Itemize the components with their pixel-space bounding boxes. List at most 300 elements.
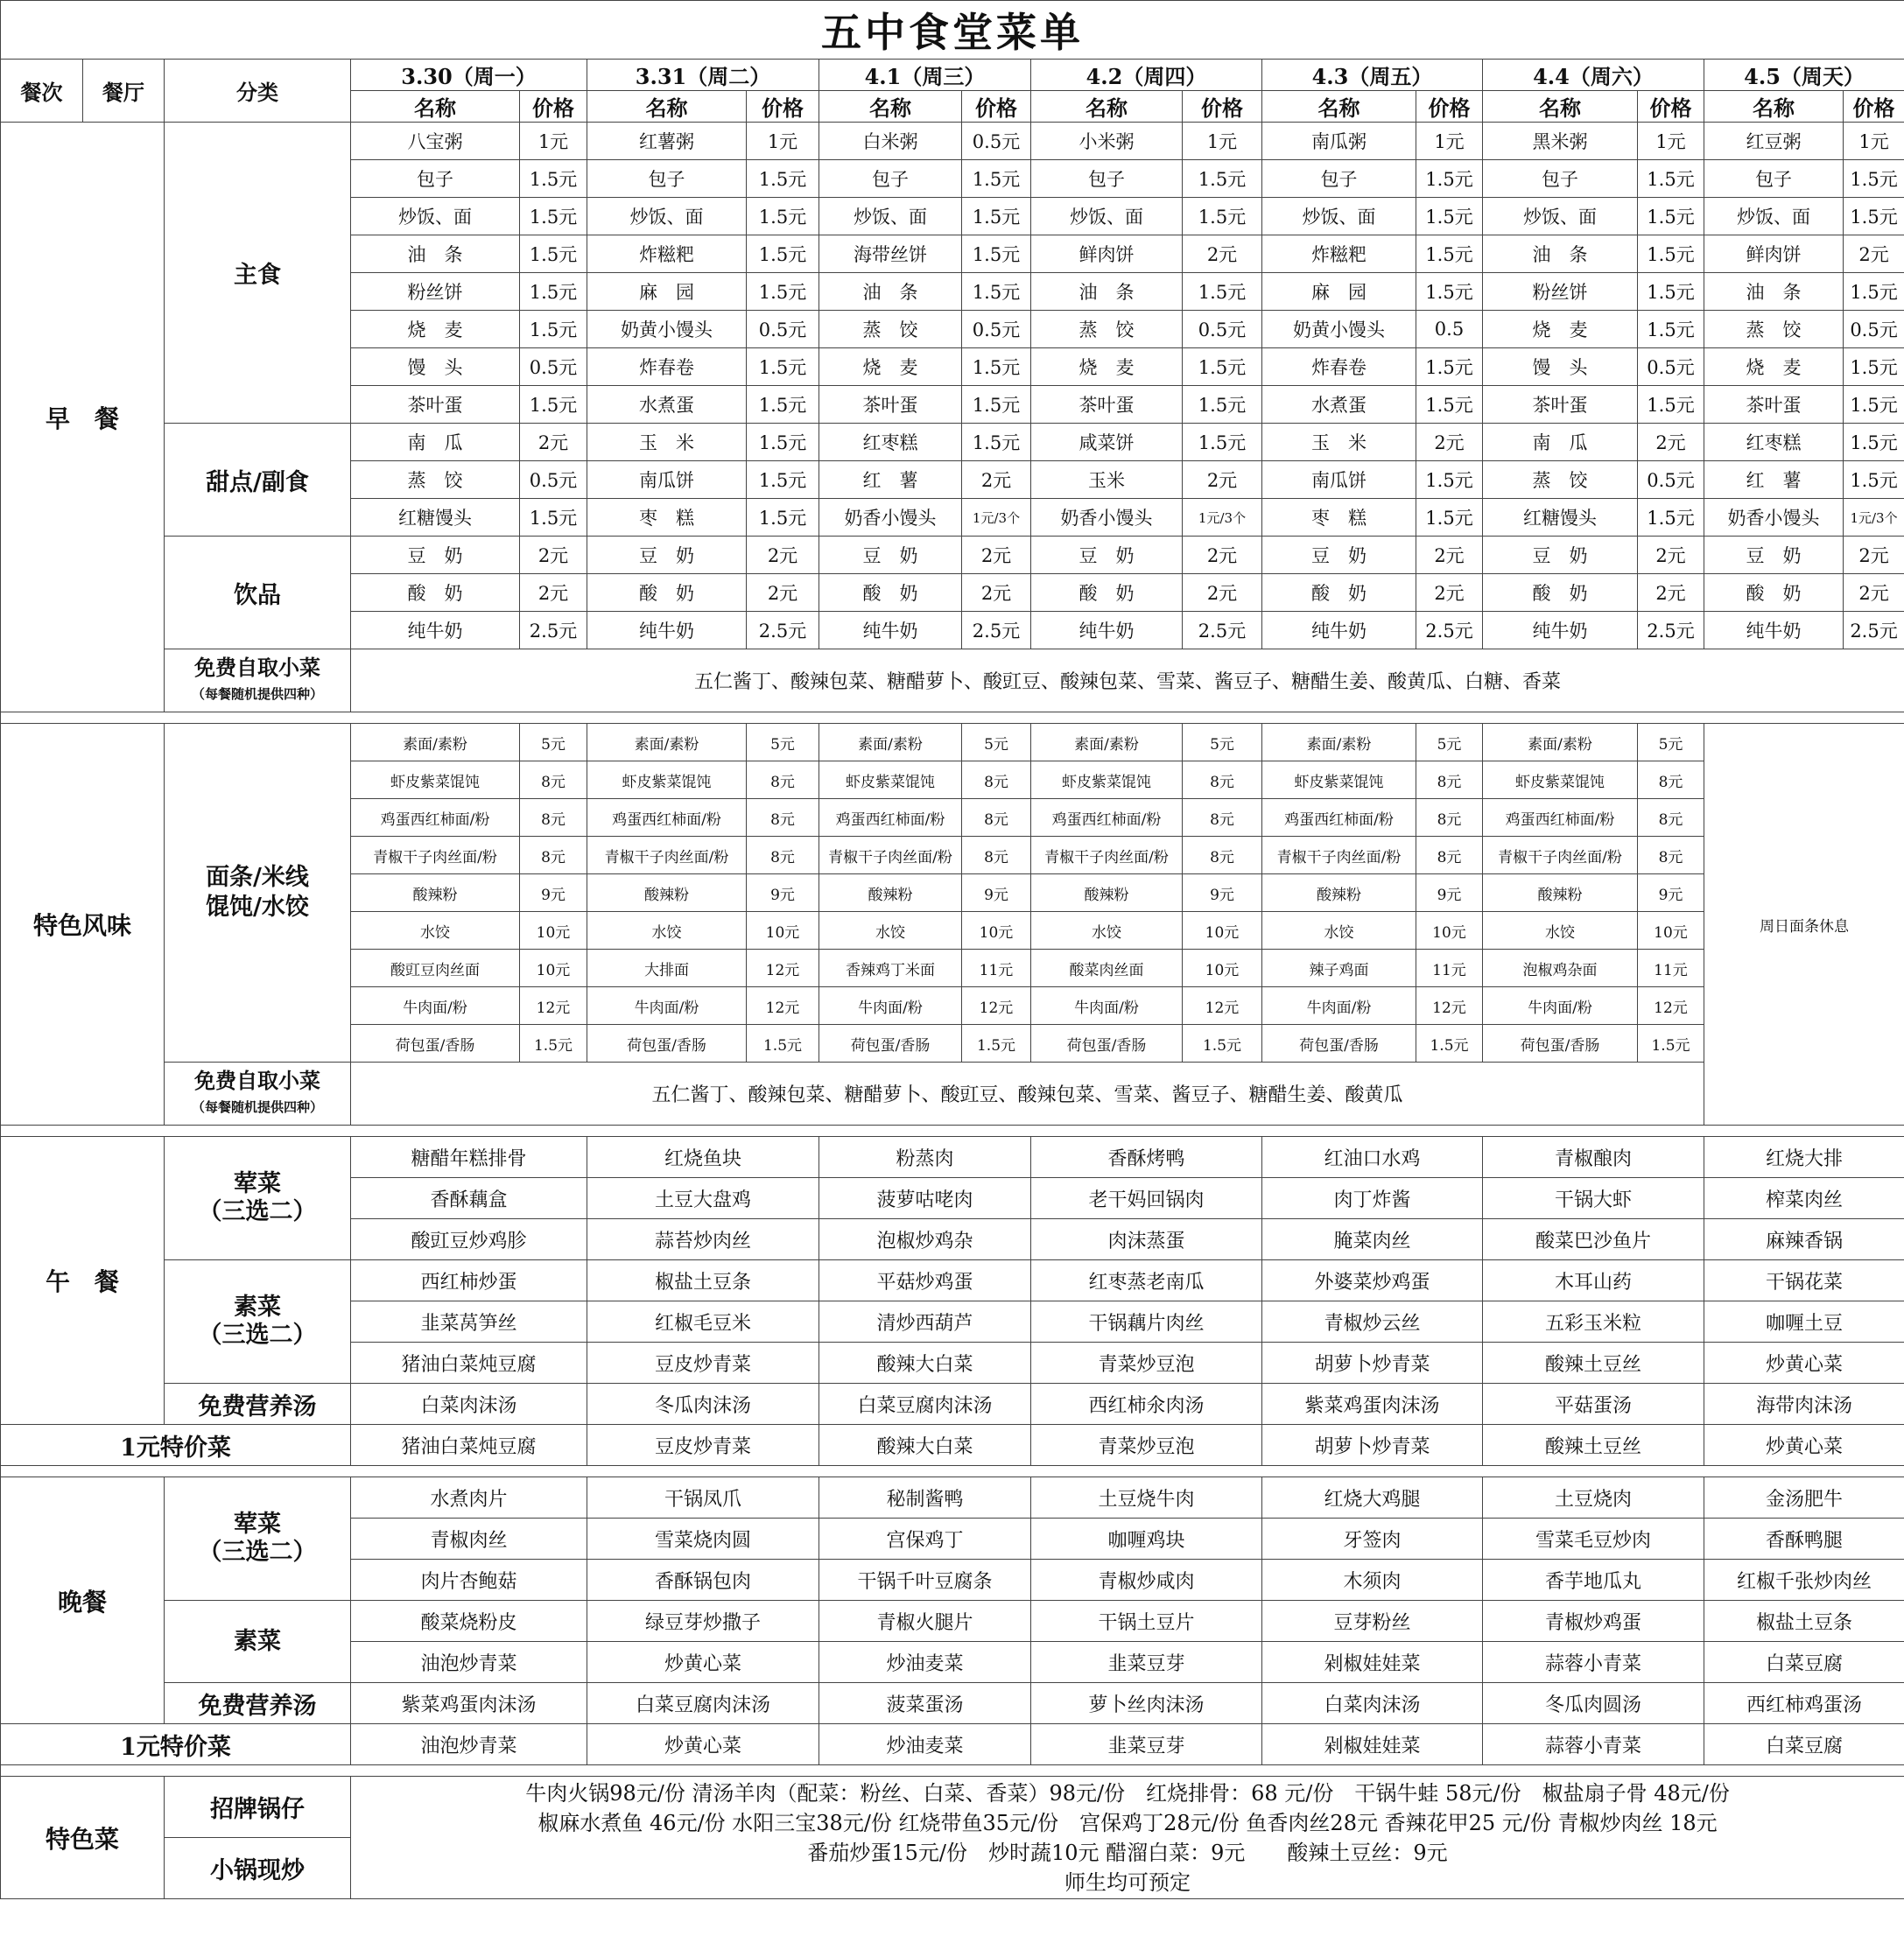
dish-price: 1.5元: [1416, 1025, 1483, 1063]
dish-price: 8元: [520, 837, 587, 874]
free-sides-items: 五仁酱丁、酸辣包菜、糖醋萝卜、酸豇豆、酸辣包菜、雪菜、酱豆子、糖醋生姜、酸黄瓜: [351, 1063, 1704, 1126]
dish-name: 水饺: [587, 912, 747, 950]
dish-name: 红糖馒头: [351, 499, 520, 537]
dish-name: 酸菜肉丝面: [1031, 950, 1183, 987]
dish-name: 水煮蛋: [587, 386, 747, 424]
dish-name: 烧 麦: [1704, 348, 1844, 386]
header-name: 名称: [1031, 91, 1183, 123]
dish-price: 0.5元: [1183, 311, 1262, 348]
dish-name: 青椒干子肉丝面/粉: [1262, 837, 1416, 874]
dish-price: 10元: [1416, 912, 1483, 950]
dish-price: 5元: [747, 724, 819, 761]
dish-name: 红薯粥: [587, 123, 747, 160]
deal-dish: 白菜豆腐: [1704, 1724, 1904, 1765]
dish-name: 豆 奶: [819, 537, 962, 574]
dish-price: 1.5元: [520, 160, 587, 198]
soup-name: 白菜豆腐肉沫汤: [819, 1384, 1031, 1425]
dish-price: 11元: [1416, 950, 1483, 987]
dish-price: 2元: [1638, 537, 1704, 574]
choose-note: （三选二）: [198, 1539, 317, 1566]
dish-name: 红枣糕: [819, 424, 962, 461]
dish-name: 炒饭、面: [1262, 198, 1416, 235]
dish-name: 素面/素粉: [587, 724, 747, 761]
dish-price: 1.5元: [520, 198, 587, 235]
dish-name: 茶叶蛋: [819, 386, 962, 424]
dish-price: 2元: [1416, 424, 1483, 461]
free-note: （每餐随机提供四种）: [191, 1098, 323, 1115]
category-deal: 1元特价菜: [1, 1425, 351, 1466]
dish-name: 青椒干子肉丝面/粉: [1031, 837, 1183, 874]
dish-name: 烧 麦: [819, 348, 962, 386]
dish-price: 1.5元: [1844, 424, 1904, 461]
dish-price: 8元: [1416, 761, 1483, 799]
featured-line: 番茄炒蛋15元/份 炒时蔬10元 醋溜白菜：9元 酸辣土豆丝：9元: [807, 1840, 1448, 1865]
dish-price: 2元: [520, 537, 587, 574]
dish-name: 木须肉: [1262, 1560, 1483, 1601]
dish-name: 南瓜饼: [1262, 461, 1416, 499]
dish-name: 素面/素粉: [351, 724, 520, 761]
dish-name: 炒黄心菜: [1704, 1343, 1904, 1384]
dish-price: 1.5元: [1183, 386, 1262, 424]
dish-price: 2.5元: [520, 612, 587, 649]
dish-price: 1.5元: [1416, 386, 1483, 424]
dish-price: 1元: [1638, 123, 1704, 160]
header-hall: 餐厅: [83, 60, 165, 123]
dish-name: 南 瓜: [1483, 424, 1638, 461]
dish-name: 茶叶蛋: [1483, 386, 1638, 424]
dish-name: 包子: [1262, 160, 1416, 198]
dish-price: 12元: [1638, 987, 1704, 1025]
dish-name: 大排面: [587, 950, 747, 987]
dish-name: 辣子鸡面: [1262, 950, 1416, 987]
dish-price: 1.5元: [747, 160, 819, 198]
dish-name: 红烧大排: [1704, 1137, 1904, 1178]
header-name: 名称: [1483, 91, 1638, 123]
dish-name: 土豆大盘鸡: [587, 1178, 819, 1219]
meal-breakfast: 早 餐: [1, 123, 165, 712]
deal-dish: 酸辣土豆丝: [1483, 1425, 1704, 1466]
dish-name: 豆 奶: [351, 537, 520, 574]
dish-name: 南 瓜: [351, 424, 520, 461]
deal-dish: 青菜炒豆泡: [1031, 1425, 1262, 1466]
dish-price: 8元: [1638, 761, 1704, 799]
dish-name: 香酥藕盒: [351, 1178, 587, 1219]
deal-dish: 胡萝卜炒青菜: [1262, 1425, 1483, 1466]
dish-name: 酸菜巴沙鱼片: [1483, 1219, 1704, 1260]
header-name: 名称: [819, 91, 962, 123]
dish-price: 2元: [747, 574, 819, 612]
dish-name: 红 薯: [1704, 461, 1844, 499]
dish-price: 12元: [1183, 987, 1262, 1025]
dish-name: 酸 奶: [1483, 574, 1638, 612]
header-price: 价格: [1638, 91, 1704, 123]
dish-price: 1.5元: [1638, 198, 1704, 235]
dish-price: 10元: [747, 912, 819, 950]
dish-name: 酸 奶: [1031, 574, 1183, 612]
dish-price: 1元/3个: [1183, 499, 1262, 537]
dish-name: 牛肉面/粉: [1483, 987, 1638, 1025]
dish-name: 玉 米: [1262, 424, 1416, 461]
soup-name: 白菜豆腐肉沫汤: [587, 1683, 819, 1724]
dish-name: 牛肉面/粉: [351, 987, 520, 1025]
dish-price: 1.5元: [1416, 273, 1483, 311]
free-sides-label: [165, 649, 351, 712]
dish-name: 白米粥: [819, 123, 962, 160]
dish-name: 素面/素粉: [819, 724, 962, 761]
dish-name: 炒油麦菜: [819, 1642, 1031, 1683]
dish-price: 1.5元: [962, 348, 1031, 386]
featured-dishes: [351, 1777, 1904, 1899]
dish-name: 青菜炒豆泡: [1031, 1343, 1262, 1384]
dish-price: 1.5元: [1183, 198, 1262, 235]
dish-name: 油 条: [819, 273, 962, 311]
dish-price: 1.5元: [747, 499, 819, 537]
dish-price: 1.5元: [1844, 160, 1904, 198]
dish-price: 8元: [1638, 799, 1704, 837]
dish-name: 炒饭、面: [1704, 198, 1844, 235]
dish-name: 粉蒸肉: [819, 1137, 1031, 1178]
dish-name: 干锅藕片肉丝: [1031, 1301, 1262, 1343]
dish-name: 烧 麦: [1031, 348, 1183, 386]
dish-name: 茶叶蛋: [1031, 386, 1183, 424]
category-stirfry: 小锅现炒: [165, 1838, 351, 1899]
soup-name: 西红柿鸡蛋汤: [1704, 1683, 1904, 1724]
dish-price: 1.5元: [1638, 273, 1704, 311]
dish-name: 鸡蛋西红柿面/粉: [819, 799, 962, 837]
meal-dinner: 晚餐: [1, 1477, 165, 1724]
dish-name: 麻辣香锅: [1704, 1219, 1904, 1260]
dish-name: 荷包蛋/香肠: [1031, 1025, 1183, 1063]
dish-price: 5元: [962, 724, 1031, 761]
dish-name: 虾皮紫菜馄饨: [819, 761, 962, 799]
dish-price: 1.5元: [1416, 348, 1483, 386]
dish-name: 酸豇豆炒鸡胗: [351, 1219, 587, 1260]
dish-price: 9元: [1416, 874, 1483, 912]
dish-name: 鸡蛋西红柿面/粉: [1262, 799, 1416, 837]
dish-name: 虾皮紫菜馄饨: [1262, 761, 1416, 799]
dish-price: 1.5元: [1638, 235, 1704, 273]
dish-price: 8元: [1416, 799, 1483, 837]
dish-price: 1.5元: [962, 160, 1031, 198]
dish-price: 0.5元: [520, 348, 587, 386]
dish-name: 油泡炒青菜: [351, 1642, 587, 1683]
dish-name: 麻 园: [587, 273, 747, 311]
dish-price: 2.5元: [747, 612, 819, 649]
dish-price: 1.5元: [520, 499, 587, 537]
dish-name: 红枣蒸老南瓜: [1031, 1260, 1262, 1301]
dish-name: 香酥锅包肉: [587, 1560, 819, 1601]
dish-name: 南瓜饼: [587, 461, 747, 499]
dish-price: 0.5元: [520, 461, 587, 499]
noodle-label: 馄饨/水饺: [206, 894, 309, 921]
dish-name: 蒸 饺: [1704, 311, 1844, 348]
deal-dish: 炒黄心菜: [587, 1724, 819, 1765]
dish-name: 韭菜莴笋丝: [351, 1301, 587, 1343]
dish-price: 8元: [1183, 761, 1262, 799]
header-name: 名称: [351, 91, 520, 123]
category-veg: [165, 1260, 351, 1384]
dish-name: 豆 奶: [1483, 537, 1638, 574]
dish-name: 酸菜烧粉皮: [351, 1601, 587, 1642]
dish-name: 白菜豆腐: [1704, 1642, 1904, 1683]
dish-name: 奶香小馒头: [1704, 499, 1844, 537]
dish-name: 西红柿炒蛋: [351, 1260, 587, 1301]
dish-name: 红枣糕: [1704, 424, 1844, 461]
soup-name: 海带肉沫汤: [1704, 1384, 1904, 1425]
header-name: 名称: [1262, 91, 1416, 123]
soup-name: 白菜肉沫汤: [351, 1384, 587, 1425]
dish-price: 1.5元: [962, 235, 1031, 273]
dish-price: 2元: [1638, 424, 1704, 461]
soup-name: 冬瓜肉圆汤: [1483, 1683, 1704, 1724]
dish-name: 烧 麦: [351, 311, 520, 348]
dish-name: 牛肉面/粉: [587, 987, 747, 1025]
dish-name: 蒸 饺: [1031, 311, 1183, 348]
dish-name: 香辣鸡丁米面: [819, 950, 962, 987]
dish-name: 秘制酱鸭: [819, 1477, 1031, 1519]
dish-name: 炒黄心菜: [587, 1642, 819, 1683]
dish-name: 油 条: [1704, 273, 1844, 311]
dish-name: 木耳山药: [1483, 1260, 1704, 1301]
dish-name: 胡萝卜炒青菜: [1262, 1343, 1483, 1384]
dish-name: 豆 奶: [1031, 537, 1183, 574]
dish-price: 1.5元: [1416, 461, 1483, 499]
dish-name: 炸糍粑: [1262, 235, 1416, 273]
dish-name: 香酥鸭腿: [1704, 1519, 1904, 1560]
dish-name: 油 条: [1031, 273, 1183, 311]
dish-name: 炸春卷: [587, 348, 747, 386]
dish-price: 1.5元: [1183, 348, 1262, 386]
category-soup: 免费营养汤: [165, 1683, 351, 1724]
dish-name: 荷包蛋/香肠: [1262, 1025, 1416, 1063]
dish-name: 炒饭、面: [587, 198, 747, 235]
dish-price: 10元: [1183, 950, 1262, 987]
dish-name: 鸡蛋西红柿面/粉: [1483, 799, 1638, 837]
dish-name: 外婆菜炒鸡蛋: [1262, 1260, 1483, 1301]
dish-name: 蒸 饺: [351, 461, 520, 499]
dish-price: 8元: [962, 799, 1031, 837]
dish-name: 豆 奶: [1704, 537, 1844, 574]
dish-price: 1.5元: [962, 386, 1031, 424]
free-sides-label: [165, 1063, 351, 1126]
dish-name: 荷包蛋/香肠: [819, 1025, 962, 1063]
dish-name: 雪菜烧肉圆: [587, 1519, 819, 1560]
dish-name: 酸豇豆肉丝面: [351, 950, 520, 987]
dish-price: 10元: [1183, 912, 1262, 950]
dish-name: 炒饭、面: [351, 198, 520, 235]
dish-name: 纯牛奶: [1262, 612, 1416, 649]
deal-dish: 韭菜豆芽: [1031, 1724, 1262, 1765]
dish-price: 1.5元: [1416, 160, 1483, 198]
dish-price: 0.5元: [1844, 311, 1904, 348]
dish-name: 荷包蛋/香肠: [587, 1025, 747, 1063]
dish-price: 2.5元: [1183, 612, 1262, 649]
dish-price: 8元: [962, 761, 1031, 799]
dish-price: 9元: [962, 874, 1031, 912]
dish-name: 榨菜肉丝: [1704, 1178, 1904, 1219]
dish-price: 1元/3个: [962, 499, 1031, 537]
dish-price: 2.5元: [1416, 612, 1483, 649]
header-price: 价格: [1416, 91, 1483, 123]
soup-name: 西红柿氽肉汤: [1031, 1384, 1262, 1425]
dish-name: 香酥烤鸭: [1031, 1137, 1262, 1178]
dish-name: 豆 奶: [587, 537, 747, 574]
dish-name: 酸辣粉: [351, 874, 520, 912]
choose-note: （三选二）: [198, 1198, 317, 1225]
dish-name: 炸春卷: [1262, 348, 1416, 386]
sunday-note: 周日面条休息: [1704, 724, 1904, 1126]
dish-name: 炒饭、面: [1483, 198, 1638, 235]
free-note: （每餐随机提供四种）: [191, 685, 323, 702]
meal-featured: 特色菜: [1, 1777, 165, 1899]
category-soup: 免费营养汤: [165, 1384, 351, 1425]
dish-name: 酸 奶: [1262, 574, 1416, 612]
dish-name: 菠萝咕咾肉: [819, 1178, 1031, 1219]
dish-name: 酸辣粉: [1483, 874, 1638, 912]
dish-price: 9元: [1638, 874, 1704, 912]
meat-label: 荤菜: [234, 1511, 281, 1538]
dish-price: 2元: [962, 461, 1031, 499]
dish-price: 1.5元: [747, 461, 819, 499]
veg-label: 素菜: [234, 1294, 281, 1321]
dish-price: 8元: [747, 837, 819, 874]
dish-price: 1.5元: [1416, 499, 1483, 537]
dish-price: 1.5元: [1416, 235, 1483, 273]
dish-name: 红烧大鸡腿: [1262, 1477, 1483, 1519]
dish-price: 9元: [520, 874, 587, 912]
dish-name: 椒盐土豆条: [587, 1260, 819, 1301]
dish-name: 水饺: [1262, 912, 1416, 950]
dish-name: 粉丝饼: [1483, 273, 1638, 311]
dish-name: 粉丝饼: [351, 273, 520, 311]
dish-price: 8元: [747, 799, 819, 837]
day-header: 4.4（周六）: [1483, 60, 1704, 91]
dish-name: 泡椒炒鸡杂: [819, 1219, 1031, 1260]
dish-name: 牛肉面/粉: [819, 987, 962, 1025]
dish-price: 12元: [520, 987, 587, 1025]
dish-price: 9元: [747, 874, 819, 912]
header-category: 分类: [165, 60, 351, 123]
dish-price: 1.5元: [520, 386, 587, 424]
dish-price: 0.5元: [1638, 348, 1704, 386]
dish-price: 2元: [1183, 235, 1262, 273]
dish-name: 牙签肉: [1262, 1519, 1483, 1560]
deal-dish: 剁椒娃娃菜: [1262, 1724, 1483, 1765]
dish-name: 海带丝饼: [819, 235, 962, 273]
dish-name: 青椒酿肉: [1483, 1137, 1704, 1178]
dish-name: 蒜苔炒肉丝: [587, 1219, 819, 1260]
dish-price: 1.5元: [962, 1025, 1031, 1063]
dish-price: 1.5元: [1183, 273, 1262, 311]
dish-name: 纯牛奶: [1483, 612, 1638, 649]
dish-name: 酸辣粉: [1262, 874, 1416, 912]
free-label: 免费自取小菜: [194, 654, 320, 680]
dish-name: 小米粥: [1031, 123, 1183, 160]
dish-name: 咖喱土豆: [1704, 1301, 1904, 1343]
dish-price: 5元: [520, 724, 587, 761]
day-header: 3.31（周二）: [587, 60, 819, 91]
header-price: 价格: [1183, 91, 1262, 123]
category-meat: [165, 1477, 351, 1601]
header-name: 名称: [1704, 91, 1844, 123]
dish-name: 豆芽粉丝: [1262, 1601, 1483, 1642]
page-title: 五中食堂菜单: [1, 1, 1904, 60]
dish-name: 水煮肉片: [351, 1477, 587, 1519]
dish-name: 水饺: [1483, 912, 1638, 950]
dish-price: 2元: [1183, 461, 1262, 499]
header-name: 名称: [587, 91, 747, 123]
dish-name: 椒盐土豆条: [1704, 1601, 1904, 1642]
deal-dish: 猪油白菜炖豆腐: [351, 1425, 587, 1466]
dish-name: 酸辣粉: [819, 874, 962, 912]
header-price: 价格: [962, 91, 1031, 123]
dish-name: 蒸 饺: [819, 311, 962, 348]
dish-price: 0.5: [1416, 311, 1483, 348]
dish-price: 1元: [520, 123, 587, 160]
dish-name: 包子: [819, 160, 962, 198]
meal-lunch: 午 餐: [1, 1137, 165, 1425]
dish-name: 鲜肉饼: [1704, 235, 1844, 273]
dish-price: 1元: [747, 123, 819, 160]
dish-price: 2元: [1183, 537, 1262, 574]
dish-name: 纯牛奶: [587, 612, 747, 649]
day-header: 4.2（周四）: [1031, 60, 1262, 91]
dish-name: 泡椒鸡杂面: [1483, 950, 1638, 987]
dish-name: 鸡蛋西红柿面/粉: [351, 799, 520, 837]
dish-price: 12元: [747, 987, 819, 1025]
dish-price: 1.5元: [747, 235, 819, 273]
dish-price: 2元: [1844, 235, 1904, 273]
deal-dish: 蒜蓉小青菜: [1483, 1724, 1704, 1765]
dish-price: 5元: [1638, 724, 1704, 761]
dish-name: 奶香小馒头: [819, 499, 962, 537]
dish-name: 炒饭、面: [819, 198, 962, 235]
dish-name: 红 薯: [819, 461, 962, 499]
dish-name: 馒 头: [351, 348, 520, 386]
dish-name: 咸菜饼: [1031, 424, 1183, 461]
dish-name: 红糖馒头: [1483, 499, 1638, 537]
deal-dish: 炒油麦菜: [819, 1724, 1031, 1765]
dish-name: 纯牛奶: [819, 612, 962, 649]
dish-name: 玉 米: [587, 424, 747, 461]
section-spacer: [1, 1765, 1904, 1777]
featured-line: 椒麻水煮鱼 46元/份 水阳三宝38元/份 红烧带鱼35元/份 宫保鸡丁28元/份 鱼香肉丝28元 香辣花甲25 元/份 青椒炒肉丝 18元: [537, 1810, 1718, 1835]
dish-name: 青椒肉丝: [351, 1519, 587, 1560]
dish-name: 荷包蛋/香肠: [1483, 1025, 1638, 1063]
soup-name: 平菇蛋汤: [1483, 1384, 1704, 1425]
dish-name: 纯牛奶: [1031, 612, 1183, 649]
dish-name: 土豆烧肉: [1483, 1477, 1704, 1519]
dish-name: 红烧鱼块: [587, 1137, 819, 1178]
dish-price: 1.5元: [1183, 160, 1262, 198]
category-dessert: 甜点/副食: [165, 424, 351, 537]
dish-price: 8元: [520, 761, 587, 799]
dish-price: 8元: [520, 799, 587, 837]
dish-name: 水饺: [351, 912, 520, 950]
dish-name: 奶黄小馒头: [1262, 311, 1416, 348]
header-price: 价格: [747, 91, 819, 123]
dish-name: 剁椒娃娃菜: [1262, 1642, 1483, 1683]
dish-name: 牛肉面/粉: [1262, 987, 1416, 1025]
soup-name: 紫菜鸡蛋肉沫汤: [1262, 1384, 1483, 1425]
dish-price: 8元: [1638, 837, 1704, 874]
dish-price: 10元: [962, 912, 1031, 950]
dish-name: 枣 糕: [587, 499, 747, 537]
dish-price: 2元: [1844, 537, 1904, 574]
dish-name: 奶黄小馒头: [587, 311, 747, 348]
dish-name: 香芋地瓜丸: [1483, 1560, 1704, 1601]
dish-name: 酸辣粉: [587, 874, 747, 912]
